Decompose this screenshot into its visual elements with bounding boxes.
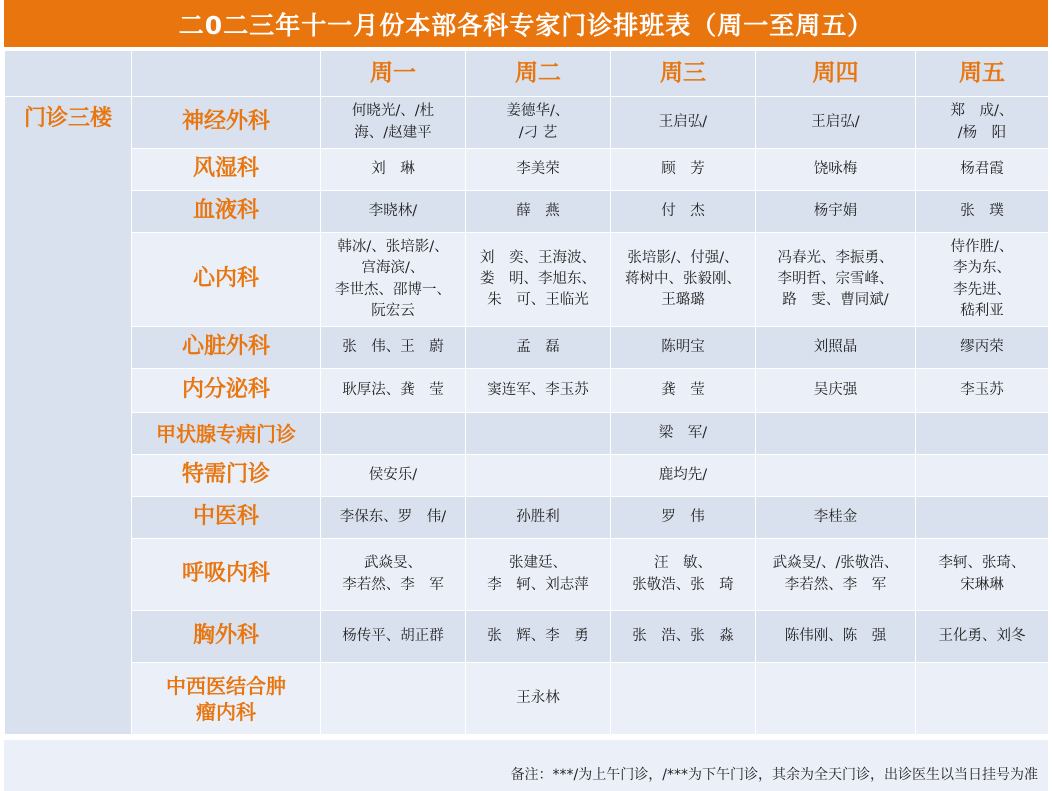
doctor-cell: 张 辉、李 勇 bbox=[466, 611, 611, 663]
header-blank-floor bbox=[5, 51, 132, 97]
day-header-thu: 周四 bbox=[756, 51, 916, 97]
day-header-tue: 周二 bbox=[466, 51, 611, 97]
doctor-cell: 李晓林/ bbox=[321, 191, 466, 233]
schedule-row bbox=[5, 455, 1049, 497]
doctor-cell: 薛 燕 bbox=[466, 191, 611, 233]
doctor-cell: 杨宇娟 bbox=[756, 191, 916, 233]
doctor-cell: 陈伟刚、陈 强 bbox=[756, 611, 916, 663]
doctor-cell: 李美荣 bbox=[466, 149, 611, 191]
schedule-row bbox=[5, 369, 1049, 413]
doctor-cell: 何晓光/、/杜 海、/赵建平 bbox=[321, 97, 466, 149]
schedule-title: 二0二三年十一月份本部各科专家门诊排班表（周一至周五） bbox=[4, 0, 1048, 47]
schedule-row bbox=[5, 97, 1049, 149]
doctor-cell bbox=[916, 497, 1049, 539]
schedule-row bbox=[5, 663, 1049, 735]
schedule-row bbox=[5, 327, 1049, 369]
department-name: 胸外科 bbox=[132, 611, 321, 663]
doctor-cell: 吴庆强 bbox=[756, 369, 916, 413]
department-name: 呼吸内科 bbox=[132, 539, 321, 611]
doctor-cell bbox=[756, 455, 916, 497]
doctor-cell: 刘 奕、王海波、 娄 明、李旭东、 朱 可、王临光 bbox=[466, 233, 611, 327]
doctor-cell bbox=[466, 455, 611, 497]
schedule-row bbox=[5, 497, 1049, 539]
doctor-cell bbox=[916, 413, 1049, 455]
doctor-cell: 陈明宝 bbox=[611, 327, 756, 369]
schedule-row bbox=[5, 149, 1049, 191]
day-header-wed: 周三 bbox=[611, 51, 756, 97]
footnote-text: 备注：***/为上午门诊，/***为下午门诊，其余为全天门诊，出诊医生以当日挂号为准 bbox=[510, 767, 1038, 783]
doctor-cell bbox=[916, 455, 1049, 497]
doctor-cell: 郑 成/、 /杨 阳 bbox=[916, 97, 1049, 149]
doctor-cell bbox=[321, 413, 466, 455]
doctor-cell: 李桂金 bbox=[756, 497, 916, 539]
doctor-cell bbox=[756, 413, 916, 455]
doctor-cell: 刘照晶 bbox=[756, 327, 916, 369]
doctor-cell: 杨君霞 bbox=[916, 149, 1049, 191]
department-name: 内分泌科 bbox=[132, 369, 321, 413]
doctor-cell: 张 浩、张 淼 bbox=[611, 611, 756, 663]
doctor-cell bbox=[321, 663, 466, 735]
doctor-cell: 饶咏梅 bbox=[756, 149, 916, 191]
doctor-cell: 孟 磊 bbox=[466, 327, 611, 369]
footnote-bar bbox=[4, 740, 1048, 791]
doctor-cell: 汪 敏、 张敬浩、张 琦 bbox=[611, 539, 756, 611]
doctor-cell: 张培影/、付强/、 蒋树中、张毅刚、 王璐璐 bbox=[611, 233, 756, 327]
doctor-cell: 刘 琳 bbox=[321, 149, 466, 191]
doctor-cell: 李玉苏 bbox=[916, 369, 1049, 413]
doctor-cell: 冯春光、李振勇、 李明哲、宗雪峰、 路 雯、曹同斌/ bbox=[756, 233, 916, 327]
doctor-cell bbox=[466, 413, 611, 455]
department-name: 神经外科 bbox=[132, 97, 321, 149]
doctor-cell bbox=[611, 663, 756, 735]
schedule-row bbox=[5, 611, 1049, 663]
doctor-cell bbox=[756, 663, 916, 735]
schedule-row bbox=[5, 191, 1049, 233]
doctor-cell: 鹿均先/ bbox=[611, 455, 756, 497]
header-blank-dept bbox=[132, 51, 321, 97]
doctor-cell bbox=[916, 663, 1049, 735]
doctor-cell: 罗 伟 bbox=[611, 497, 756, 539]
department-name: 中西医结合肿 瘤内科 bbox=[132, 663, 321, 735]
schedule-row bbox=[5, 233, 1049, 327]
doctor-cell: 姜德华/、 /刁 艺 bbox=[466, 97, 611, 149]
schedule-row bbox=[5, 539, 1049, 611]
doctor-cell: 武焱旻、 李若然、李 军 bbox=[321, 539, 466, 611]
doctor-cell: 王启弘/ bbox=[756, 97, 916, 149]
doctor-cell: 武焱旻/、/张敬浩、 李若然、李 军 bbox=[756, 539, 916, 611]
doctor-cell: 张 璞 bbox=[916, 191, 1049, 233]
doctor-cell: 王启弘/ bbox=[611, 97, 756, 149]
schedule-row bbox=[5, 413, 1049, 455]
doctor-cell: 侯安乐/ bbox=[321, 455, 466, 497]
department-name: 甲状腺专病门诊 bbox=[132, 413, 321, 455]
doctor-cell: 王化勇、刘冬 bbox=[916, 611, 1049, 663]
doctor-cell: 孙胜利 bbox=[466, 497, 611, 539]
day-header-fri: 周五 bbox=[916, 51, 1049, 97]
schedule-table bbox=[4, 50, 1049, 735]
doctor-cell: 梁 军/ bbox=[611, 413, 756, 455]
doctor-cell: 顾 芳 bbox=[611, 149, 756, 191]
header-row bbox=[5, 51, 1049, 97]
doctor-cell: 耿厚法、龚 莹 bbox=[321, 369, 466, 413]
doctor-cell: 付 杰 bbox=[611, 191, 756, 233]
doctor-cell: 张建廷、 李 轲、刘志萍 bbox=[466, 539, 611, 611]
doctor-cell: 李轲、张琦、 宋琳琳 bbox=[916, 539, 1049, 611]
doctor-cell: 龚 莹 bbox=[611, 369, 756, 413]
department-name: 风湿科 bbox=[132, 149, 321, 191]
doctor-cell: 窦连军、李玉苏 bbox=[466, 369, 611, 413]
doctor-cell: 侍作胜/、 李为东、 李先进、 嵇利亚 bbox=[916, 233, 1049, 327]
department-name: 心内科 bbox=[132, 233, 321, 327]
doctor-cell: 李保东、罗 伟/ bbox=[321, 497, 466, 539]
department-name: 血液科 bbox=[132, 191, 321, 233]
doctor-cell: 杨传平、胡正群 bbox=[321, 611, 466, 663]
doctor-cell: 王永林 bbox=[466, 663, 611, 735]
department-name: 中医科 bbox=[132, 497, 321, 539]
doctor-cell: 韩冰/、张培影/、 宫海滨/、 李世杰、邵博一、 阮宏云 bbox=[321, 233, 466, 327]
department-name: 心脏外科 bbox=[132, 327, 321, 369]
doctor-cell: 张 伟、王 蔚 bbox=[321, 327, 466, 369]
day-header-mon: 周一 bbox=[321, 51, 466, 97]
doctor-cell: 缪丙荣 bbox=[916, 327, 1049, 369]
department-name: 特需门诊 bbox=[132, 455, 321, 497]
floor-label: 门诊三楼 bbox=[5, 97, 132, 735]
